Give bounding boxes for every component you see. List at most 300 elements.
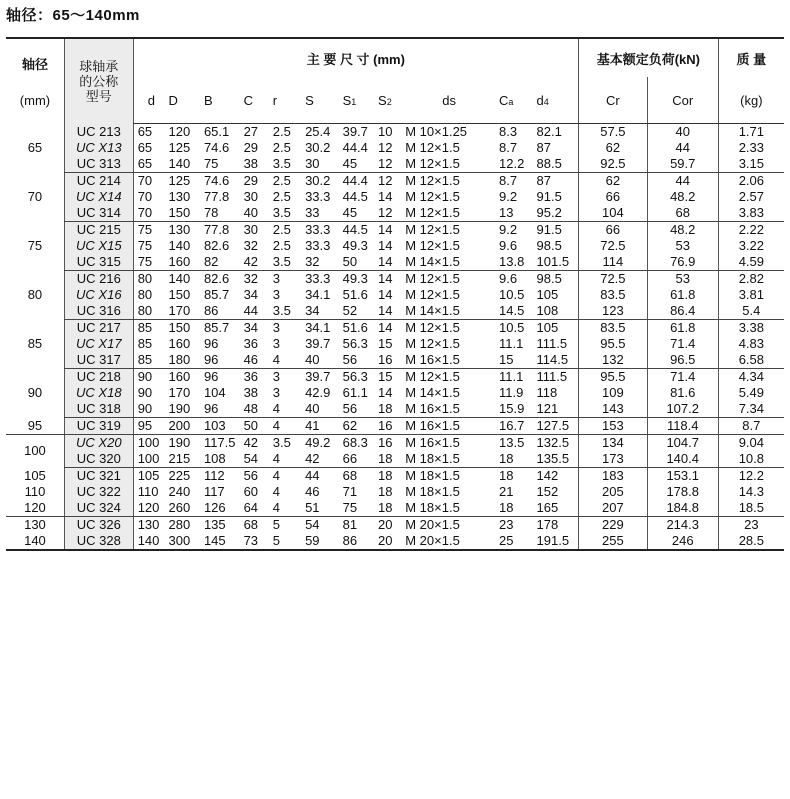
cell-S: 41 — [301, 418, 339, 435]
cell-S: 30 — [301, 156, 339, 173]
table-row — [6, 189, 784, 205]
cell-S2: 14 — [378, 320, 393, 335]
cell-d4: 105 — [536, 320, 559, 335]
cell-d: 110 — [133, 484, 164, 500]
shaft-value: 105 — [24, 467, 46, 483]
model-cell: UC 216 — [64, 271, 133, 288]
cell-r: 3 — [272, 287, 280, 302]
cell-S: 33.3 — [305, 271, 331, 286]
cell-mass: 8.7 — [718, 418, 784, 435]
table-row — [6, 369, 784, 386]
row-group — [6, 222, 784, 271]
cell-S2: 14 — [374, 254, 403, 271]
table-row — [6, 287, 784, 303]
cell-ds: M 14×1.5 — [403, 303, 495, 320]
cell-S1: 44.4 — [342, 140, 368, 155]
table-row — [6, 385, 784, 401]
cell-Ca: 11.1 — [499, 336, 524, 351]
load-header: 基本额定负荷(kN) — [578, 38, 718, 77]
cell-d4: 87 — [536, 140, 551, 155]
cell-C: 27 — [243, 124, 259, 139]
cell-B: 108 — [200, 451, 240, 468]
cell-C: 64 — [240, 500, 269, 517]
cell-d: 75 — [133, 238, 164, 254]
cell-Ca: 10.5 — [499, 287, 525, 302]
col-D: D — [164, 77, 199, 124]
cell-Ca: 18 — [495, 451, 533, 468]
model-cell: UC X16 — [64, 287, 133, 303]
model-cell: UC 319 — [64, 418, 133, 435]
cell-Ca: 14.5 — [495, 303, 533, 320]
cell-d4: 98.5 — [536, 271, 562, 286]
cell-d4: 165 — [533, 500, 579, 517]
cell-d: 90 — [133, 385, 164, 401]
cell-B: 96 — [200, 352, 240, 369]
cell-B: 77.8 — [203, 222, 230, 237]
shaft-value: 120 — [6, 500, 64, 517]
col-C: C — [240, 77, 269, 124]
cell-Ca: 9.2 — [499, 189, 518, 204]
table-row — [6, 254, 784, 271]
cell-C: 42 — [240, 254, 269, 271]
cell-D: 150 — [168, 287, 191, 302]
cell-d4: 191.5 — [533, 533, 579, 550]
cell-Ca: 18 — [495, 500, 533, 517]
cell-Cor: 118.4 — [647, 418, 718, 435]
page-title: 轴径：65～140mm — [6, 7, 140, 24]
cell-Cor: 178.8 — [647, 484, 718, 500]
cell-Cor: 107.2 — [647, 401, 718, 418]
cell-S: 30.2 — [305, 140, 331, 155]
cell-Cr: 92.5 — [578, 156, 647, 173]
cell-C: 44 — [240, 303, 269, 320]
cell-Cor: 48.2 — [647, 189, 718, 205]
cell-mass: 2.22 — [718, 222, 784, 239]
cell-Cr: 72.5 — [578, 238, 647, 254]
shaft-value: 130 — [24, 517, 46, 532]
cell-C: 29 — [243, 140, 259, 155]
cell-d4: 135.5 — [533, 451, 579, 468]
model-cell: UC X14 — [64, 189, 133, 205]
cell-ds: M 12×1.5 — [405, 320, 460, 335]
cell-C: 38 — [243, 385, 259, 400]
cell-B: 117 — [203, 484, 225, 499]
cell-d: 80 — [133, 287, 164, 303]
cell-B: 96 — [200, 401, 240, 418]
cell-mass: 3.38 — [718, 320, 784, 337]
col-Ca-label: C — [499, 92, 509, 108]
cell-ds: M 12×1.5 — [403, 156, 495, 173]
table-row — [6, 173, 784, 190]
cell-S1: 51.6 — [342, 320, 368, 335]
mass-unit: (kg) — [718, 77, 784, 124]
cell-r: 4 — [269, 418, 301, 435]
cell-mass: 10.8 — [718, 451, 784, 468]
cell-ds: M 12×1.5 — [405, 140, 460, 155]
cell-r: 3 — [272, 271, 280, 286]
cell-C: 56 — [243, 468, 259, 483]
cell-D: 140 — [168, 238, 191, 253]
cell-r: 3.5 — [269, 254, 301, 271]
cell-d4: 82.1 — [536, 124, 562, 139]
cell-r: 3 — [272, 320, 280, 335]
cell-mass: 5.4 — [718, 303, 784, 320]
cell-Cor: 71.4 — [647, 369, 718, 386]
mass-header: 质 量 — [718, 38, 784, 77]
row-group — [6, 124, 784, 173]
cell-S: 59 — [301, 533, 339, 550]
cell-d: 130 — [133, 517, 164, 534]
cell-Cr: 57.5 — [578, 124, 647, 141]
cell-Cor: 40 — [647, 124, 718, 141]
cell-Cr: 132 — [578, 352, 647, 369]
cell-Cor: 214.3 — [647, 517, 718, 534]
cell-S1: 62 — [339, 418, 374, 435]
model-cell: UC 321 — [64, 468, 133, 485]
cell-Cor: 246 — [647, 533, 718, 550]
cell-S: 51 — [301, 500, 339, 517]
cell-d: 105 — [133, 468, 164, 485]
cell-d: 75 — [133, 254, 164, 271]
cell-C: 32 — [243, 271, 259, 286]
cell-D: 170 — [168, 385, 191, 400]
table-row — [6, 238, 784, 254]
cell-r: 2.5 — [272, 238, 291, 253]
table-row — [6, 418, 784, 435]
model-cell: UC 217 — [64, 320, 133, 337]
cell-Ca: 18 — [499, 468, 514, 483]
cell-ds: M 18×1.5 — [403, 451, 495, 468]
cell-S2: 18 — [374, 451, 403, 468]
model-cell: UC 317 — [64, 352, 133, 369]
cell-S2: 18 — [378, 468, 393, 483]
cell-D: 125 — [168, 140, 191, 155]
model-cell: UC 324 — [64, 500, 133, 517]
cell-Ca: 13.5 — [499, 435, 525, 450]
cell-B: 77.8 — [203, 189, 230, 204]
cell-S1: 75 — [339, 500, 374, 517]
cell-d: 80 — [133, 303, 164, 320]
cell-r: 2.5 — [272, 173, 291, 188]
cell-mass: 3.81 — [718, 287, 784, 303]
bearing-spec-table — [6, 37, 784, 551]
cell-Ca: 9.6 — [499, 238, 518, 253]
cell-C: 60 — [243, 484, 259, 499]
cell-Cor: 153.1 — [647, 468, 718, 485]
cell-Cor: 184.8 — [647, 500, 718, 517]
cell-C: 34 — [243, 320, 259, 335]
cell-S: 32 — [301, 254, 339, 271]
cell-Cr: 255 — [578, 533, 647, 550]
cell-D: 170 — [164, 303, 199, 320]
cell-Cr: 173 — [578, 451, 647, 468]
model-header — [64, 38, 133, 124]
cell-d: 85 — [133, 320, 164, 337]
cell-S: 39.7 — [305, 369, 331, 384]
cell-S2: 20 — [378, 517, 393, 532]
cell-C: 30 — [243, 222, 259, 237]
cell-Cor: 140.4 — [647, 451, 718, 468]
cell-d4: 95.2 — [533, 205, 579, 222]
cell-Cr: 66 — [578, 189, 647, 205]
table-row — [6, 320, 784, 337]
cell-C: 73 — [240, 533, 269, 550]
cell-Cr: 205 — [578, 484, 647, 500]
cell-B: 78 — [200, 205, 240, 222]
cell-r: 4 — [272, 468, 280, 483]
cell-S: 46 — [305, 484, 320, 499]
cell-S2: 16 — [378, 435, 393, 450]
table-row — [6, 517, 784, 534]
cell-Cor: 86.4 — [647, 303, 718, 320]
cell-S: 25.4 — [305, 124, 331, 139]
cell-r: 3 — [272, 385, 280, 400]
cell-S: 34 — [301, 303, 339, 320]
cell-Cr: 83.5 — [578, 287, 647, 303]
cell-Cr: 95.5 — [578, 369, 647, 386]
cell-d: 120 — [133, 500, 164, 517]
col-S2-sub: 2 — [386, 96, 392, 107]
cell-d: 140 — [133, 533, 164, 550]
cell-ds: M 16×1.5 — [403, 352, 495, 369]
cell-D: 190 — [164, 401, 199, 418]
cell-Cr: 153 — [578, 418, 647, 435]
cell-Cor: 59.7 — [647, 156, 718, 173]
cell-d4: 118 — [536, 385, 558, 400]
cell-mass: 1.71 — [718, 124, 784, 141]
col-d4-label: d — [536, 92, 544, 108]
cell-Ca: 11.9 — [499, 385, 524, 400]
cell-Cr: 66 — [578, 222, 647, 239]
cell-D: 125 — [168, 173, 191, 188]
table-row — [6, 468, 784, 485]
cell-r: 3.5 — [269, 303, 301, 320]
cell-d4: 105 — [536, 287, 559, 302]
cell-mass: 14.3 — [718, 484, 784, 500]
cell-S: 33.3 — [305, 189, 331, 204]
col-r: r — [269, 77, 301, 124]
model-cell: UC 314 — [64, 205, 133, 222]
model-cell: UC 326 — [64, 517, 133, 534]
cell-d4: 98.5 — [536, 238, 562, 253]
cell-Ca: 9.6 — [499, 271, 518, 286]
cell-B: 135 — [203, 517, 226, 532]
col-S1-label: S — [342, 92, 352, 108]
cell-Ca: 12.2 — [495, 156, 533, 173]
cell-d: 70 — [133, 173, 164, 190]
cell-r: 3 — [272, 336, 280, 351]
cell-D: 190 — [168, 435, 191, 450]
row-group — [6, 468, 784, 517]
cell-r: 2.5 — [272, 124, 291, 139]
table-row — [6, 500, 784, 517]
model-cell: UC 213 — [64, 124, 133, 141]
table-header — [6, 38, 784, 124]
cell-D: 200 — [164, 418, 199, 435]
cell-d4: 127.5 — [533, 418, 579, 435]
cell-D: 160 — [168, 369, 191, 384]
cell-Ca: 15.9 — [495, 401, 533, 418]
cell-S2: 14 — [378, 271, 393, 286]
cell-mass: 5.49 — [718, 385, 784, 401]
shaft-value: 65 — [27, 140, 43, 155]
cell-D: 150 — [168, 320, 191, 335]
cell-Cor: 61.8 — [647, 320, 718, 337]
cell-S: 54 — [305, 517, 320, 532]
cell-d: 70 — [133, 189, 164, 205]
cell-ds: M 18×1.5 — [405, 468, 460, 483]
col-d4-sub: 4 — [543, 96, 549, 107]
cell-D: 225 — [168, 468, 191, 483]
cell-B: 75 — [200, 156, 240, 173]
cell-S2: 16 — [374, 418, 403, 435]
shaft-header-unit: (mm) — [19, 93, 51, 109]
cell-S: 44 — [305, 468, 320, 483]
cell-d4: 108 — [533, 303, 579, 320]
cell-D: 160 — [164, 254, 199, 271]
cell-mass: 23 — [718, 517, 784, 534]
cell-Cor: 53 — [647, 271, 718, 288]
cell-C: 48 — [240, 401, 269, 418]
cell-C: 36 — [243, 336, 259, 351]
cell-r: 4 — [272, 484, 280, 499]
cell-S: 42 — [301, 451, 339, 468]
cell-Ca: 10.5 — [499, 320, 525, 335]
cell-S1: 86 — [339, 533, 374, 550]
cell-ds: M 12×1.5 — [405, 287, 460, 302]
cell-d4: 152 — [536, 484, 559, 499]
cell-D: 300 — [164, 533, 199, 550]
cell-ds: M 12×1.5 — [405, 369, 460, 384]
cell-S1: 45 — [339, 205, 374, 222]
cell-D: 240 — [168, 484, 191, 499]
cell-S1: 52 — [339, 303, 374, 320]
cell-S1: 56 — [339, 352, 374, 369]
cell-ds: M 14×1.5 — [403, 254, 495, 271]
col-ds: ds — [403, 77, 495, 124]
cell-Cr: 83.5 — [578, 320, 647, 337]
cell-S2: 14 — [378, 238, 393, 253]
cell-S1: 56.3 — [342, 369, 368, 384]
col-B: B — [200, 77, 240, 124]
cell-ds: M 20×1.5 — [405, 517, 460, 532]
col-S2-label: S — [378, 92, 387, 108]
col-Cor: Cor — [647, 77, 718, 124]
cell-D: 130 — [168, 189, 191, 204]
row-group — [6, 173, 784, 222]
cell-Cr: 114 — [578, 254, 647, 271]
cell-S2: 18 — [374, 401, 403, 418]
cell-B: 145 — [200, 533, 240, 550]
cell-d4: 132.5 — [536, 435, 570, 450]
cell-ds: M 12×1.5 — [405, 336, 460, 351]
cell-r: 2.5 — [272, 140, 291, 155]
model-cell: UC 315 — [64, 254, 133, 271]
cell-S: 33 — [301, 205, 339, 222]
cell-d4: 178 — [536, 517, 559, 532]
model-header-label: 球轴承的公称型号 — [79, 58, 119, 104]
col-S1 — [339, 77, 374, 124]
cell-C: 38 — [240, 156, 269, 173]
cell-Cr: 62 — [578, 173, 647, 190]
cell-Ca: 8.7 — [499, 173, 518, 188]
cell-mass: 4.83 — [718, 336, 784, 352]
cell-d: 90 — [133, 401, 164, 418]
cell-d4: 91.5 — [536, 222, 562, 237]
cell-B: 82.6 — [203, 271, 230, 286]
cell-Cor: 48.2 — [647, 222, 718, 239]
cell-Ca: 8.7 — [499, 140, 518, 155]
table-row — [6, 451, 784, 468]
table-row — [6, 401, 784, 418]
row-group — [6, 517, 784, 551]
col-S1-sub: 1 — [351, 96, 357, 107]
cell-mass: 3.22 — [718, 238, 784, 254]
cell-Cr: 95.5 — [578, 336, 647, 352]
cell-mass: 6.58 — [718, 352, 784, 369]
table-row — [6, 271, 784, 288]
cell-D: 180 — [164, 352, 199, 369]
model-cell: UC 328 — [64, 533, 133, 550]
cell-S1: 66 — [339, 451, 374, 468]
cell-d4: 87 — [536, 173, 551, 188]
cell-d4: 121 — [533, 401, 579, 418]
cell-mass: 2.06 — [718, 173, 784, 190]
cell-C: 32 — [243, 238, 259, 253]
cell-Cor: 53 — [647, 238, 718, 254]
cell-r: 2.5 — [272, 189, 291, 204]
cell-Ca: 21 — [499, 484, 514, 499]
cell-Cor: 96.5 — [647, 352, 718, 369]
cell-C: 30 — [243, 189, 259, 204]
row-group — [6, 271, 784, 320]
cell-S1: 44.4 — [342, 173, 368, 188]
cell-D: 160 — [168, 336, 191, 351]
cell-r: 3.5 — [272, 435, 291, 450]
cell-Ca: 23 — [499, 517, 514, 532]
cell-B: 86 — [200, 303, 240, 320]
col-d4 — [533, 77, 579, 124]
shaft-header-label: 轴径 — [21, 57, 48, 73]
table-row — [6, 435, 784, 452]
cell-Cr: 183 — [578, 468, 647, 485]
cell-mass: 12.2 — [718, 468, 784, 485]
main-dims-header: 主 要 尺 寸 (mm) — [133, 38, 578, 77]
col-Ca — [495, 77, 533, 124]
cell-ds: M 12×1.5 — [403, 205, 495, 222]
row-group — [6, 418, 784, 435]
cell-Cr: 123 — [578, 303, 647, 320]
cell-S1: 45 — [339, 156, 374, 173]
cell-ds: M 16×1.5 — [405, 435, 460, 450]
cell-S2: 20 — [374, 533, 403, 550]
cell-Cor: 44 — [647, 140, 718, 156]
cell-S1: 49.3 — [342, 271, 368, 286]
cell-S2: 14 — [378, 189, 393, 204]
cell-D: 130 — [168, 222, 191, 237]
cell-C: 29 — [243, 173, 259, 188]
cell-d: 70 — [133, 205, 164, 222]
col-S2 — [374, 77, 403, 124]
cell-C: 54 — [240, 451, 269, 468]
cell-ds: M 18×1.5 — [403, 500, 495, 517]
cell-S2: 15 — [378, 369, 393, 384]
cell-d4: 88.5 — [533, 156, 579, 173]
cell-B: 103 — [200, 418, 240, 435]
model-cell: UC 322 — [64, 484, 133, 500]
cell-Cr: 72.5 — [578, 271, 647, 288]
cell-mass: 9.04 — [718, 435, 784, 452]
